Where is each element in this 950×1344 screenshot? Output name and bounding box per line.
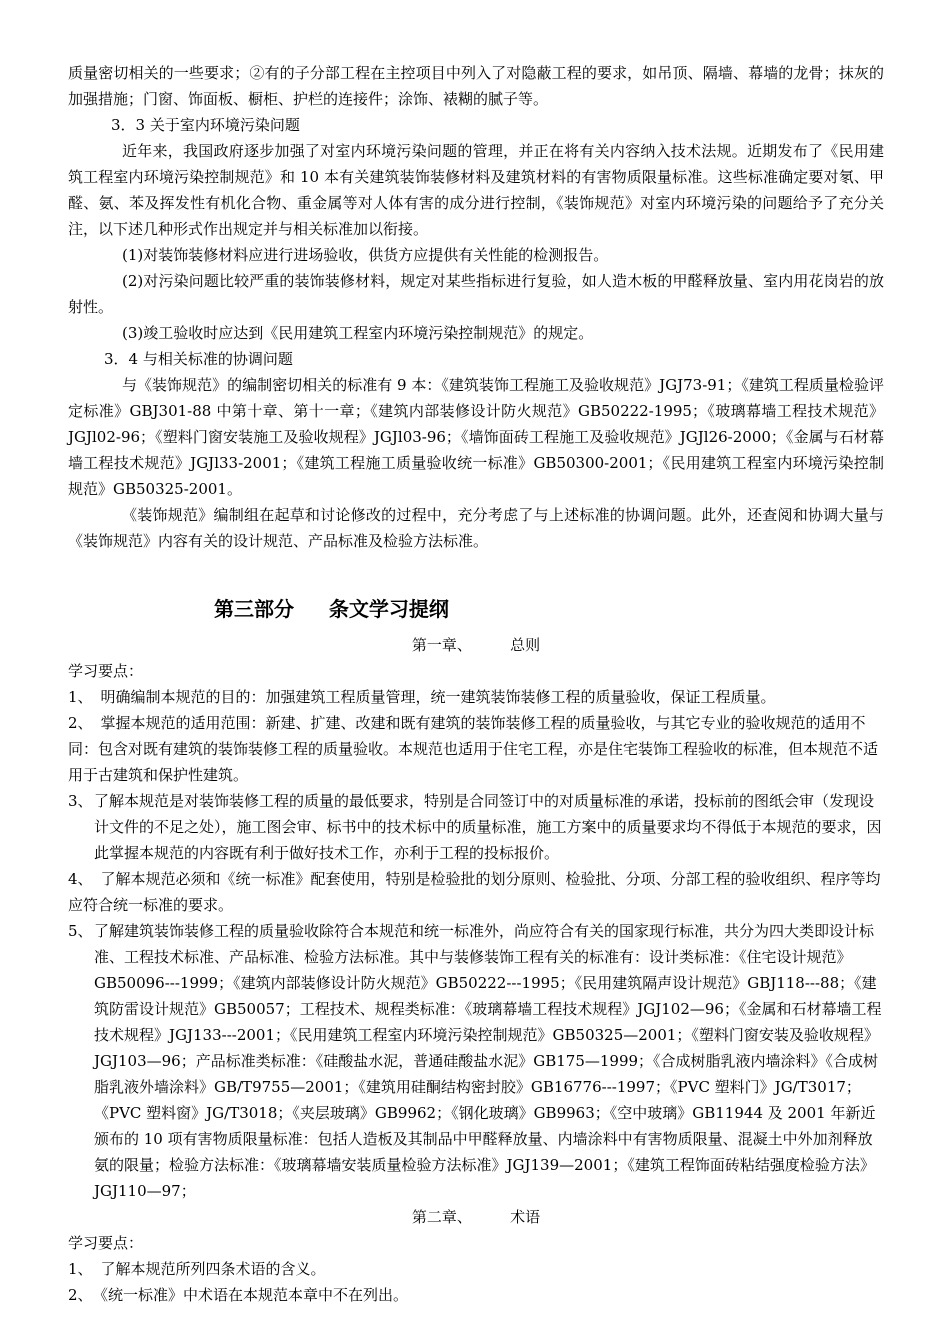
list-item-number: 1、: [68, 688, 93, 706]
list-item-text: 了解本规范是对装饰装修工程的质量的最低要求，特别是合同签订中的对质量标准的承诺，投标前的图纸会审（发现设计文件的不足之处），施工图会审、标书中的技术标中的质量标准，施工方案中的质量要求均不得低于本规范的要求，因此掌握本规范的内容既有利于做好技术工作，亦利于工程的投标报价。: [94, 792, 882, 862]
section-3-3-item-2: (2)对污染问题比较严重的装饰装修材料，规定对某些指标进行复验，如人造木板的甲醛释放量、室内用花岗岩的放射性。: [68, 272, 884, 316]
list-item: [68, 1282, 884, 1308]
chapter-2-title: 第二章、 术语: [411, 1208, 541, 1226]
list-item-text: 明确编制本规范的目的：加强建筑工程质量管理，统一建筑装饰装修工程的质量验收，保证工程质量。: [100, 688, 776, 706]
list-item: [68, 866, 884, 918]
section-3-4-paragraph-1: 与《装饰规范》的编制密切相关的标准有 9 本：《建筑装饰工程施工及验收规范》JGJ73-91；《建筑工程质量检验评定标准》GBJ301-88 中第十章、第十一章；《建筑内部装修设计防火规范》GB50222-1995；《玻璃幕墙工程技术规范》JGJl02-96；《塑料门窗安装施工及验收规程》JGJl03-96；《墙饰面砖工程施工及验收规范》JGJl26-2000；《金属与石材幕墙工程技术规范》JGJl33-2001；《建筑工程施工质量验收统一标准》GB50300-2001；《民用建筑工程室内环境污染控制规范》GB50325-2001。: [68, 376, 884, 498]
list-item-text: 了解本规范必须和《统一标准》配套使用，特别是检验批的划分原则、检验批、分项、分部工程的验收组织、程序等均应符合统一标准的要求。: [68, 870, 881, 914]
intro-paragraph: 质量密切相关的一些要求；②有的子分部工程在主控项目中列入了对隐蔽工程的要求，如吊顶、隔墙、幕墙的龙骨；抹灰的加强措施；门窗、饰面板、橱柜、护栏的连接件；涂饰、裱糊的腻子等。: [68, 64, 884, 108]
list-item-number: 2、: [68, 1286, 93, 1304]
list-item-number: 3、: [68, 792, 93, 810]
list-item-text: 掌握本规范的适用范围：新建、扩建、改建和既有建筑的装饰装修工程的质量验收，与其它专业的验收规范的适用不同：包含对既有建筑的装饰装修工程的质量验收。本规范也适用于住宅工程，亦是住宅装饰工程验收的标准，但本规范不适用于古建筑和保护性建筑。: [68, 714, 879, 784]
list-item: [68, 684, 884, 710]
chapter-1-list: [68, 684, 884, 1204]
part-three-title: 第三部分 条文学习提纲: [214, 597, 449, 621]
list-item-number: 5、: [68, 922, 93, 940]
list-item-text: 了解建筑装饰装修工程的质量验收除符合本规范和统一标准外，尚应符合有关的国家现行标准，共分为四大类即设计标准、工程技术标准、产品标准、检验方法标准。其中与装修装饰工程有关的标准有：设计类标准：《住宅设计规范》GB50096---1999；《建筑内部装修设计防火规范》GB50222---1995；《民用建筑隔声设计规范》GBJ118---88；《建筑防雷设计规范》GB50057；工程技术、规程类标准：《玻璃幕墙工程技术规程》JGJ102—96；《金属和石材幕墙工程技术规程》JGJ133---2001；《民用建筑工程室内环境污染控制规范》GB50325—2001；《塑料门窗安装及验收规程》JGJ103—96；产品标准类标准：《硅酸盐水泥，普通硅酸盐水泥》GB175—1999；《合成树脂乳液内墙涂料》《合成树脂乳液外墙涂料》GB/T9755—2001；《建筑用硅酮结构密封胶》GB16776---1997；《PVC 塑料门》JG/T3017；《PVC 塑料窗》JG/T3018；《夹层玻璃》GB9962；《钢化玻璃》GB9963；《空中玻璃》GB11944 及 2001 年新近颁布的 10 项有害物质限量标准：包括人造板及其制品中甲醛释放量、内墙涂料中有害物质限量、混凝土中外加剂释放氨的限量；检验方法标准：《玻璃幕墙安装质量检验方法标准》JGJ139—2001；《建筑工程饰面砖粘结强度检验方法》JGJ110—97；: [94, 922, 882, 1200]
section-3-3-heading: 3．3 关于室内环境污染问题: [111, 116, 300, 134]
list-item-number: 1、: [68, 1260, 93, 1278]
list-item: [68, 918, 884, 1204]
chapter-1-title: 第一章、 总则: [411, 636, 541, 654]
chapter-2-study-label: 学习要点：: [68, 1234, 144, 1252]
list-item: [68, 710, 884, 788]
section-3-4-paragraph-2: 《装饰规范》编制组在起草和讨论修改的过程中，充分考虑了与上述标准的协调问题。此外，还查阅和协调大量与《装饰规范》内容有关的设计规范、产品标准及检验方法标准。: [68, 506, 884, 550]
chapter-1-study-label: 学习要点：: [68, 662, 144, 680]
section-3-4-heading: 3．4 与相关标准的协调问题: [104, 350, 293, 368]
document-page: [68, 60, 884, 1308]
list-item-text: 了解本规范所列四条术语的含义。: [100, 1260, 326, 1278]
list-item: [68, 1256, 884, 1282]
section-3-3-item-3: (3)竣工验收时应达到《民用建筑工程室内环境污染控制规范》的规定。: [122, 324, 594, 342]
list-item-number: 4、: [68, 870, 93, 888]
section-3-3-paragraph: 近年来，我国政府逐步加强了对室内环境污染问题的管理，并正在将有关内容纳入技术法规。近期发布了《民用建筑工程室内环境污染控制规范》和 10 本有关建筑装饰装修材料及建筑材料的有害物质限量标准。这些标准确定要对氡、甲醛、氨、苯及挥发性有机化合物、重金属等对人体有害的成分进行控制，《装饰规范》对室内环境污染的问题给予了充分关注，以下述几种形式作出规定并与相关标准加以衔接。: [68, 142, 884, 238]
list-item-number: 2、: [68, 714, 93, 732]
section-3-3-item-1: (1)对装饰装修材料应进行进场验收，供货方应提供有关性能的检测报告。: [122, 246, 609, 264]
list-item-text: 《统一标准》中术语在本规范本章中不在列出。: [100, 1286, 409, 1304]
chapter-2-list: [68, 1256, 884, 1308]
list-item: [68, 788, 884, 866]
